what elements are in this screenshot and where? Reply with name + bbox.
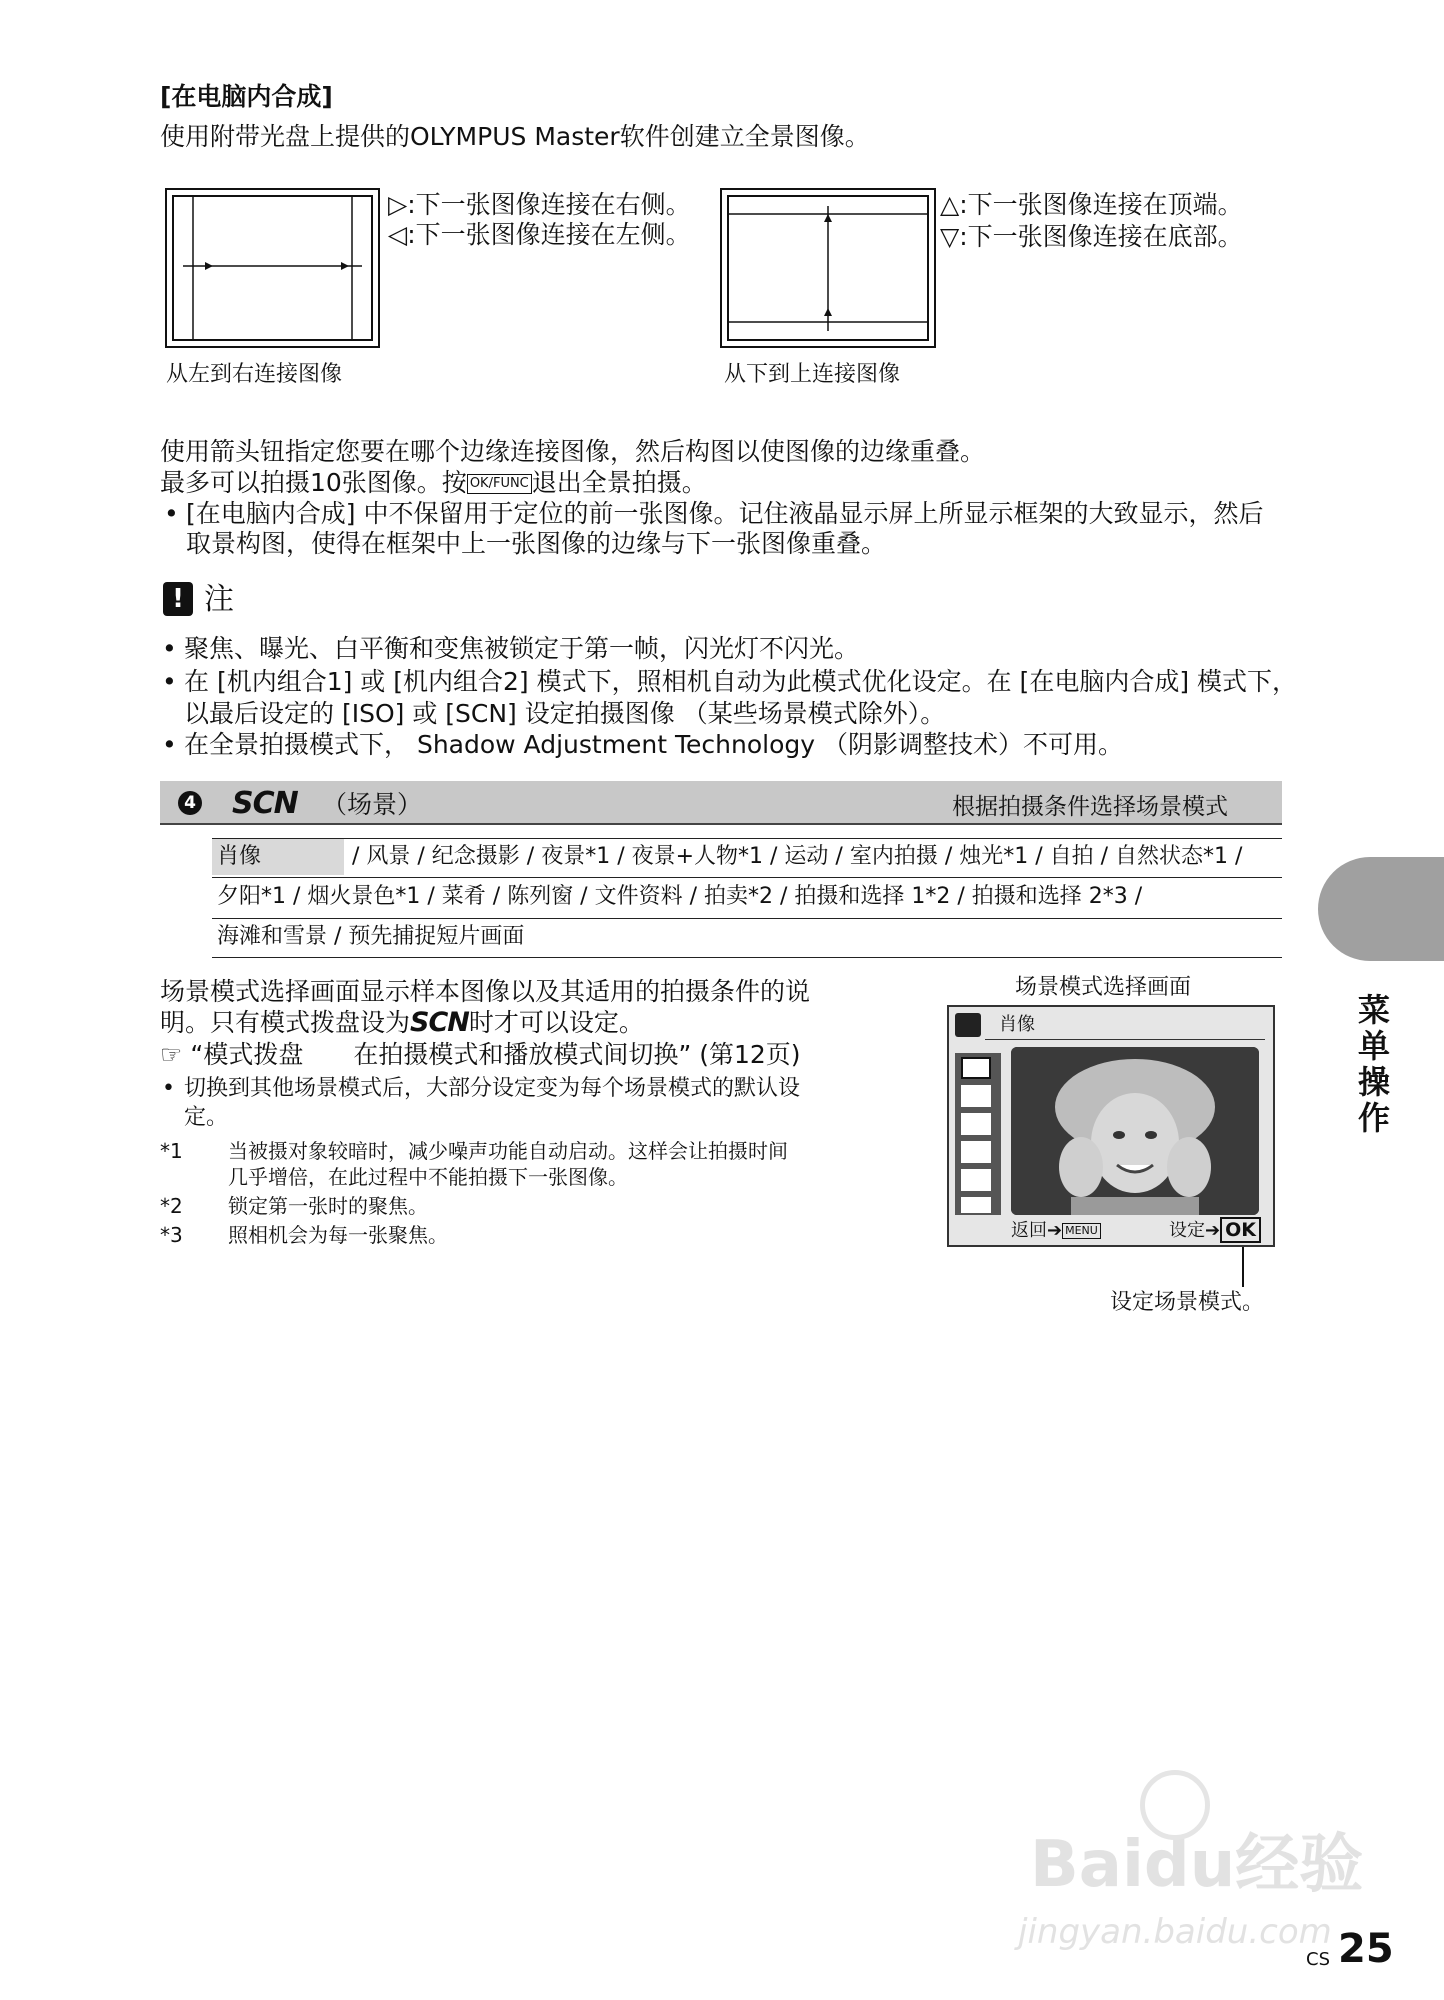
caption-left-to-right: 从左到右连接图像	[166, 362, 343, 387]
back-hint: 返回➔ MENU	[1011, 1219, 1101, 1243]
section-number-badge: 4	[178, 791, 202, 815]
table-rule	[212, 838, 1282, 839]
watermark-url: jingyan.baidu.com	[1018, 1912, 1332, 1952]
note-bullet-2-cont: 以最后设定的 [ISO] 或 [SCN] 设定拍摄图像 （某些场景模式除外）。	[184, 699, 946, 728]
night-portrait-icon[interactable]	[961, 1169, 991, 1191]
mode-portrait: 肖像	[217, 844, 262, 869]
callout-text: 设定场景模式。	[1110, 1290, 1265, 1315]
scn-logo-inline: SCN	[410, 1007, 469, 1038]
left-to-right-frame-icon	[165, 188, 380, 348]
instruction-bullet-cont: 取景构图，使得在框架中上一张图像的边缘与下一张图像重叠。	[186, 529, 887, 558]
up-connect-label: △:下一张图像连接在顶端。	[940, 190, 1243, 219]
portrait-mode-icon	[955, 1013, 981, 1037]
footnote-1: 当被摄对象较暗时，减少噪声功能自动启动。这样会让拍摄时间	[228, 1139, 788, 1163]
up-triangle-icon: △	[940, 190, 960, 219]
table-rule	[212, 957, 1282, 958]
scn-logo: SCN	[232, 786, 298, 821]
reference-icon: ☞	[160, 1040, 183, 1069]
table-rule	[212, 918, 1282, 919]
intro-text: 使用附带光盘上提供的OLYMPUS Master软件创建立全景图像。	[160, 122, 870, 151]
caption-bottom-to-top: 从下到上连接图像	[724, 362, 901, 387]
instruction-line2: 最多可以拍摄10张图像。按 OK/FUNC 退出全景拍摄。	[160, 468, 707, 497]
scn-section-subtitle: 根据拍摄条件选择场景模式	[952, 794, 1228, 820]
note-bullet-2: • 在 [机内组合1] 或 [机内组合2] 模式下，照相机自动为此模式优化设定。在 [在电脑内合成] 模式下，	[184, 665, 1297, 699]
reference-link: “模式拨盘 在拍摄模式和播放模式间切换” (第12页)	[190, 1040, 801, 1069]
down-connect-label: ▽:下一张图像连接在底部。	[940, 222, 1243, 251]
menu-key-icon: MENU	[1062, 1223, 1101, 1239]
down-triangle-icon: ▽	[940, 222, 960, 251]
child-portrait-image	[1011, 1047, 1259, 1215]
set-hint: 设定➔ OK	[1169, 1217, 1261, 1243]
scn-section-title: （场景）	[322, 790, 423, 819]
side-tab	[1318, 857, 1444, 961]
landscape-icon[interactable]	[961, 1085, 991, 1107]
footnote-2: 锁定第一张时的聚焦。	[228, 1194, 428, 1218]
arrow-icon: ➔	[1047, 1220, 1063, 1241]
footnote-3: 照相机会为每一张聚焦。	[228, 1223, 448, 1247]
footer-lang: CS	[1306, 1949, 1330, 1970]
desc-bullet-cont: 定。	[184, 1105, 229, 1130]
page-number: 25	[1338, 1926, 1394, 1972]
instruction-line1: 使用箭头钮指定您要在哪个边缘连接图像，然后构图以使图像的边缘重叠。	[160, 437, 986, 466]
callout-line	[1242, 1247, 1244, 1287]
table-rule	[212, 877, 1282, 878]
section-heading: [在电脑内合成]	[160, 82, 333, 111]
sport-icon[interactable]	[961, 1197, 991, 1213]
modes-row-1: / 风景 / 纪念摄影 / 夜景*1 / 夜景+人物*1 / 运动 / 室内拍摄 / 烛光*1 / 自拍 / 自然状态*1 /	[352, 844, 1243, 869]
footnote-2-mark: *2	[160, 1194, 183, 1218]
sample-photo	[1011, 1047, 1259, 1215]
desc-line2: 明。只有模式拨盘设为SCN时才可以设定。	[160, 1007, 644, 1038]
screen-mode-label: 肖像	[999, 1014, 1035, 1035]
note-title: 注	[204, 582, 234, 617]
ok-key-icon: OK	[1220, 1217, 1261, 1243]
group-portrait-icon[interactable]	[961, 1113, 991, 1135]
right-connect-label: ▷:下一张图像连接在右侧。	[388, 190, 691, 219]
night-scene-icon[interactable]	[961, 1141, 991, 1163]
left-connect-label: ◁:下一张图像连接在左侧。	[388, 220, 691, 249]
diagram-left-to-right	[165, 188, 380, 348]
paw-icon	[1140, 1770, 1210, 1840]
arrow-icon: ➔	[1205, 1220, 1221, 1241]
diagram-bottom-to-top	[720, 188, 936, 348]
scene-select-screen	[947, 1005, 1275, 1247]
modes-row-2: 夕阳*1 / 烟火景色*1 / 菜肴 / 陈列窗 / 文件资料 / 拍卖*2 / 拍摄和选择 1*2 / 拍摄和选择 2*3 /	[217, 884, 1143, 909]
bottom-to-top-frame-icon	[720, 188, 936, 348]
footnote-3-mark: *3	[160, 1223, 183, 1247]
left-triangle-icon: ◁	[388, 220, 408, 249]
ok-func-key-icon: OK/FUNC	[467, 474, 532, 494]
watermark-brand: Baidu经验	[1030, 1828, 1364, 1902]
note-bullet-3: • 在全景拍摄模式下， Shadow Adjustment Technology （阴影调整技术）不可用。	[184, 728, 1123, 762]
screen-caption: 场景模式选择画面	[1015, 975, 1192, 1000]
reference-line	[160, 1038, 801, 1072]
instruction-bullet: • [在电脑内合成] 中不保留用于定位的前一张图像。记住液晶显示屏上所显示框架的大致显示，然后	[186, 497, 1263, 531]
footnote-1-cont: 几乎增倍，在此过程中不能拍摄下一张图像。	[228, 1165, 628, 1189]
side-tab-label: 菜单操作	[1353, 993, 1391, 1137]
modes-row-3: 海滩和雪景 / 预先捕捉短片画面	[217, 924, 525, 949]
right-triangle-icon: ▷	[388, 190, 408, 219]
desc-line1: 场景模式选择画面显示样本图像以及其适用的拍摄条件的说	[160, 977, 811, 1006]
desc-bullet: • 切换到其他场景模式后，大部分设定变为每个场景模式的默认设	[184, 1074, 800, 1104]
portrait-icon[interactable]	[961, 1057, 991, 1079]
footnote-1-mark: *1	[160, 1139, 183, 1163]
note-bullet-1: • 聚焦、曝光、白平衡和变焦被锁定于第一帧，闪光灯不闪光。	[184, 632, 859, 666]
warning-icon: !	[163, 582, 193, 616]
